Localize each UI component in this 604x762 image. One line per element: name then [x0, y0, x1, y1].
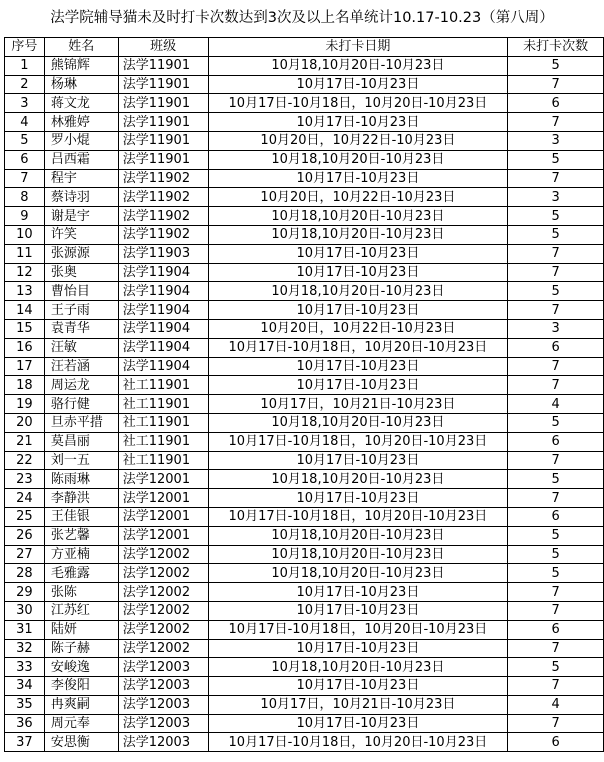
cell-name: 江苏红 — [44, 601, 118, 620]
cell-name: 程宇 — [44, 169, 118, 188]
cell-class: 法学11901 — [118, 113, 208, 132]
cell-dates: 10月17日-10月23日 — [208, 244, 508, 263]
cell-name: 谢是宇 — [44, 207, 118, 226]
table-row — [5, 639, 604, 658]
cell-class: 法学11902 — [118, 225, 208, 244]
table-row — [5, 338, 604, 357]
table-row — [5, 564, 604, 583]
table-row — [5, 526, 604, 545]
cell-index: 19 — [5, 395, 45, 414]
cell-count: 7 — [508, 263, 604, 282]
cell-class: 法学12002 — [118, 620, 208, 639]
table-row — [5, 357, 604, 376]
cell-class: 法学11901 — [118, 94, 208, 113]
header-name: 姓名 — [44, 38, 118, 57]
cell-dates: 10月18,10月20日-10月23日 — [208, 470, 508, 489]
cell-name: 吕西霜 — [44, 150, 118, 169]
header-class: 班级 — [118, 38, 208, 57]
cell-index: 30 — [5, 601, 45, 620]
cell-name: 许笑 — [44, 225, 118, 244]
table-row — [5, 263, 604, 282]
cell-index: 33 — [5, 658, 45, 677]
cell-class: 法学11902 — [118, 169, 208, 188]
cell-index: 1 — [5, 56, 45, 75]
cell-count: 7 — [508, 357, 604, 376]
table-row — [5, 451, 604, 470]
cell-index: 12 — [5, 263, 45, 282]
cell-class: 法学11904 — [118, 338, 208, 357]
cell-index: 10 — [5, 225, 45, 244]
cell-index: 13 — [5, 282, 45, 301]
cell-name: 周运龙 — [44, 376, 118, 395]
cell-name: 林雅婷 — [44, 113, 118, 132]
cell-dates: 10月17日-10月23日 — [208, 639, 508, 658]
cell-dates: 10月18,10月20日-10月23日 — [208, 225, 508, 244]
cell-class: 社工11901 — [118, 376, 208, 395]
cell-name: 冉爽嗣 — [44, 695, 118, 714]
table-row — [5, 507, 604, 526]
cell-count: 4 — [508, 695, 604, 714]
cell-name: 汪敏 — [44, 338, 118, 357]
cell-name: 张奥 — [44, 263, 118, 282]
cell-dates: 10月17日-10月23日 — [208, 376, 508, 395]
cell-index: 4 — [5, 113, 45, 132]
cell-name: 毛雅露 — [44, 564, 118, 583]
cell-index: 20 — [5, 413, 45, 432]
cell-dates: 10月18,10月20日-10月23日 — [208, 282, 508, 301]
cell-class: 法学12001 — [118, 489, 208, 508]
cell-count: 6 — [508, 733, 604, 752]
cell-count: 7 — [508, 714, 604, 733]
table-row — [5, 601, 604, 620]
cell-count: 7 — [508, 451, 604, 470]
cell-dates: 10月18,10月20日-10月23日 — [208, 150, 508, 169]
table-row — [5, 695, 604, 714]
cell-dates: 10月17日-10月23日 — [208, 263, 508, 282]
cell-index: 9 — [5, 207, 45, 226]
cell-count: 7 — [508, 601, 604, 620]
cell-class: 法学11904 — [118, 319, 208, 338]
table-row — [5, 169, 604, 188]
cell-class: 法学12001 — [118, 507, 208, 526]
table-row — [5, 733, 604, 752]
cell-count: 5 — [508, 225, 604, 244]
cell-count: 5 — [508, 282, 604, 301]
cell-count: 7 — [508, 677, 604, 696]
cell-dates: 10月17日-10月23日 — [208, 601, 508, 620]
cell-class: 法学11904 — [118, 357, 208, 376]
cell-index: 3 — [5, 94, 45, 113]
cell-class: 法学12003 — [118, 677, 208, 696]
cell-name: 张源源 — [44, 244, 118, 263]
cell-count: 7 — [508, 376, 604, 395]
cell-dates: 10月18,10月20日-10月23日 — [208, 526, 508, 545]
cell-index: 7 — [5, 169, 45, 188]
cell-index: 2 — [5, 75, 45, 94]
cell-name: 陈雨琳 — [44, 470, 118, 489]
cell-index: 8 — [5, 188, 45, 207]
table-row — [5, 714, 604, 733]
cell-class: 法学11901 — [118, 56, 208, 75]
cell-index: 23 — [5, 470, 45, 489]
document-title: 法学院辅导猫未及时打卡次数达到3次及以上名单统计10.17-10.23（第八周） — [50, 10, 554, 26]
cell-name: 李俊阳 — [44, 677, 118, 696]
cell-index: 35 — [5, 695, 45, 714]
table-row — [5, 470, 604, 489]
table-row — [5, 113, 604, 132]
cell-index: 25 — [5, 507, 45, 526]
cell-class: 法学11901 — [118, 150, 208, 169]
cell-class: 法学12002 — [118, 564, 208, 583]
table-row — [5, 225, 604, 244]
cell-name: 陆妍 — [44, 620, 118, 639]
cell-class: 法学12001 — [118, 470, 208, 489]
cell-count: 7 — [508, 75, 604, 94]
cell-dates: 10月17日-10月18日，10月20日-10月23日 — [208, 338, 508, 357]
table-row — [5, 188, 604, 207]
table-row — [5, 677, 604, 696]
cell-count: 5 — [508, 526, 604, 545]
cell-class: 法学11902 — [118, 207, 208, 226]
cell-class: 社工11901 — [118, 413, 208, 432]
table-row — [5, 395, 604, 414]
cell-class: 社工11901 — [118, 451, 208, 470]
cell-name: 周元奉 — [44, 714, 118, 733]
cell-index: 34 — [5, 677, 45, 696]
cell-name: 骆行健 — [44, 395, 118, 414]
cell-name: 安峻逸 — [44, 658, 118, 677]
cell-name: 曹怡目 — [44, 282, 118, 301]
header-index: 序号 — [5, 38, 45, 57]
table-row — [5, 75, 604, 94]
table-row — [5, 545, 604, 564]
table-row — [5, 207, 604, 226]
table-row — [5, 94, 604, 113]
cell-index: 37 — [5, 733, 45, 752]
cell-name: 李静洪 — [44, 489, 118, 508]
cell-count: 3 — [508, 131, 604, 150]
cell-dates: 10月17日-10月23日 — [208, 583, 508, 602]
cell-index: 21 — [5, 432, 45, 451]
cell-class: 法学12002 — [118, 583, 208, 602]
cell-index: 6 — [5, 150, 45, 169]
cell-dates: 10月17日，10月21日-10月23日 — [208, 395, 508, 414]
cell-name: 汪若涵 — [44, 357, 118, 376]
cell-class: 法学11901 — [118, 131, 208, 150]
cell-class: 法学12002 — [118, 639, 208, 658]
table-row — [5, 131, 604, 150]
cell-count: 6 — [508, 432, 604, 451]
cell-name: 刘一五 — [44, 451, 118, 470]
cell-dates: 10月17日-10月23日 — [208, 451, 508, 470]
table-row — [5, 489, 604, 508]
cell-dates: 10月17日-10月18日，10月20日-10月23日 — [208, 620, 508, 639]
cell-index: 5 — [5, 131, 45, 150]
cell-class: 法学12001 — [118, 526, 208, 545]
cell-class: 法学12003 — [118, 733, 208, 752]
cell-count: 7 — [508, 301, 604, 320]
cell-count: 7 — [508, 583, 604, 602]
cell-count: 6 — [508, 338, 604, 357]
table-row — [5, 432, 604, 451]
cell-index: 28 — [5, 564, 45, 583]
cell-dates: 10月18,10月20日-10月23日 — [208, 545, 508, 564]
cell-class: 法学11902 — [118, 188, 208, 207]
cell-index: 22 — [5, 451, 45, 470]
cell-name: 方亚楠 — [44, 545, 118, 564]
cell-index: 26 — [5, 526, 45, 545]
cell-dates: 10月18,10月20日-10月23日 — [208, 56, 508, 75]
cell-dates: 10月17日-10月23日 — [208, 489, 508, 508]
header-dates: 未打卡日期 — [208, 38, 508, 57]
cell-name: 张陈 — [44, 583, 118, 602]
cell-count: 3 — [508, 319, 604, 338]
cell-class: 法学12003 — [118, 695, 208, 714]
cell-count: 5 — [508, 564, 604, 583]
table-row — [5, 583, 604, 602]
cell-dates: 10月17日-10月18日，10月20日-10月23日 — [208, 94, 508, 113]
table-row — [5, 56, 604, 75]
cell-dates: 10月17日-10月23日 — [208, 169, 508, 188]
cell-index: 11 — [5, 244, 45, 263]
table-row — [5, 244, 604, 263]
cell-count: 7 — [508, 489, 604, 508]
cell-class: 法学12002 — [118, 601, 208, 620]
cell-dates: 10月17日-10月18日，10月20日-10月23日 — [208, 733, 508, 752]
cell-dates: 10月17日-10月23日 — [208, 301, 508, 320]
cell-dates: 10月18,10月20日-10月23日 — [208, 658, 508, 677]
table-row — [5, 282, 604, 301]
cell-class: 社工11901 — [118, 432, 208, 451]
cell-dates: 10月20日，10月22日-10月23日 — [208, 188, 508, 207]
cell-index: 17 — [5, 357, 45, 376]
table-row — [5, 301, 604, 320]
cell-dates: 10月17日-10月18日，10月20日-10月23日 — [208, 432, 508, 451]
cell-count: 7 — [508, 113, 604, 132]
cell-dates: 10月20日，10月22日-10月23日 — [208, 131, 508, 150]
cell-index: 29 — [5, 583, 45, 602]
table-row — [5, 319, 604, 338]
cell-class: 法学11904 — [118, 263, 208, 282]
header-count: 未打卡次数 — [508, 38, 604, 57]
table-row — [5, 376, 604, 395]
cell-count: 7 — [508, 244, 604, 263]
cell-count: 5 — [508, 658, 604, 677]
cell-dates: 10月18,10月20日-10月23日 — [208, 564, 508, 583]
cell-count: 6 — [508, 94, 604, 113]
cell-dates: 10月17日-10月23日 — [208, 113, 508, 132]
table-row — [5, 620, 604, 639]
cell-index: 15 — [5, 319, 45, 338]
cell-name: 陈子赫 — [44, 639, 118, 658]
cell-dates: 10月17日-10月23日 — [208, 714, 508, 733]
cell-class: 法学12002 — [118, 545, 208, 564]
cell-count: 6 — [508, 507, 604, 526]
cell-name: 蔡诗羽 — [44, 188, 118, 207]
cell-name: 袁青华 — [44, 319, 118, 338]
cell-count: 3 — [508, 188, 604, 207]
cell-count: 4 — [508, 395, 604, 414]
cell-class: 法学11903 — [118, 244, 208, 263]
cell-index: 18 — [5, 376, 45, 395]
cell-dates: 10月17日-10月23日 — [208, 75, 508, 94]
cell-index: 24 — [5, 489, 45, 508]
cell-name: 莫昌丽 — [44, 432, 118, 451]
table-body — [5, 56, 604, 751]
cell-name: 王佳银 — [44, 507, 118, 526]
cell-class: 法学11904 — [118, 282, 208, 301]
table-row — [5, 413, 604, 432]
cell-dates: 10月18,10月20日-10月23日 — [208, 207, 508, 226]
cell-count: 6 — [508, 620, 604, 639]
cell-count: 7 — [508, 639, 604, 658]
cell-count: 5 — [508, 545, 604, 564]
cell-count: 5 — [508, 150, 604, 169]
cell-index: 31 — [5, 620, 45, 639]
cell-index: 27 — [5, 545, 45, 564]
cell-class: 社工11901 — [118, 395, 208, 414]
cell-index: 14 — [5, 301, 45, 320]
table-row — [5, 658, 604, 677]
cell-dates: 10月17日-10月23日 — [208, 357, 508, 376]
cell-count: 5 — [508, 207, 604, 226]
cell-dates: 10月18,10月20日-10月23日 — [208, 413, 508, 432]
table-header-row — [5, 38, 604, 57]
cell-name: 王子雨 — [44, 301, 118, 320]
cell-index: 32 — [5, 639, 45, 658]
cell-dates: 10月20日，10月22日-10月23日 — [208, 319, 508, 338]
cell-name: 杨琳 — [44, 75, 118, 94]
cell-name: 熊锦辉 — [44, 56, 118, 75]
cell-count: 5 — [508, 56, 604, 75]
cell-name: 蒋文龙 — [44, 94, 118, 113]
cell-class: 法学12003 — [118, 658, 208, 677]
cell-count: 7 — [508, 169, 604, 188]
cell-index: 16 — [5, 338, 45, 357]
cell-name: 张艺馨 — [44, 526, 118, 545]
absence-table — [4, 37, 604, 752]
cell-name: 罗小焜 — [44, 131, 118, 150]
cell-dates: 10月17日-10月23日 — [208, 677, 508, 696]
cell-class: 法学12003 — [118, 714, 208, 733]
cell-dates: 10月17日，10月21日-10月23日 — [208, 695, 508, 714]
cell-class: 法学11901 — [118, 75, 208, 94]
cell-count: 5 — [508, 470, 604, 489]
table-row — [5, 150, 604, 169]
cell-name: 旦赤平措 — [44, 413, 118, 432]
cell-index: 36 — [5, 714, 45, 733]
cell-count: 5 — [508, 413, 604, 432]
cell-class: 法学11904 — [118, 301, 208, 320]
cell-dates: 10月17日-10月18日，10月20日-10月23日 — [208, 507, 508, 526]
cell-name: 安思衡 — [44, 733, 118, 752]
